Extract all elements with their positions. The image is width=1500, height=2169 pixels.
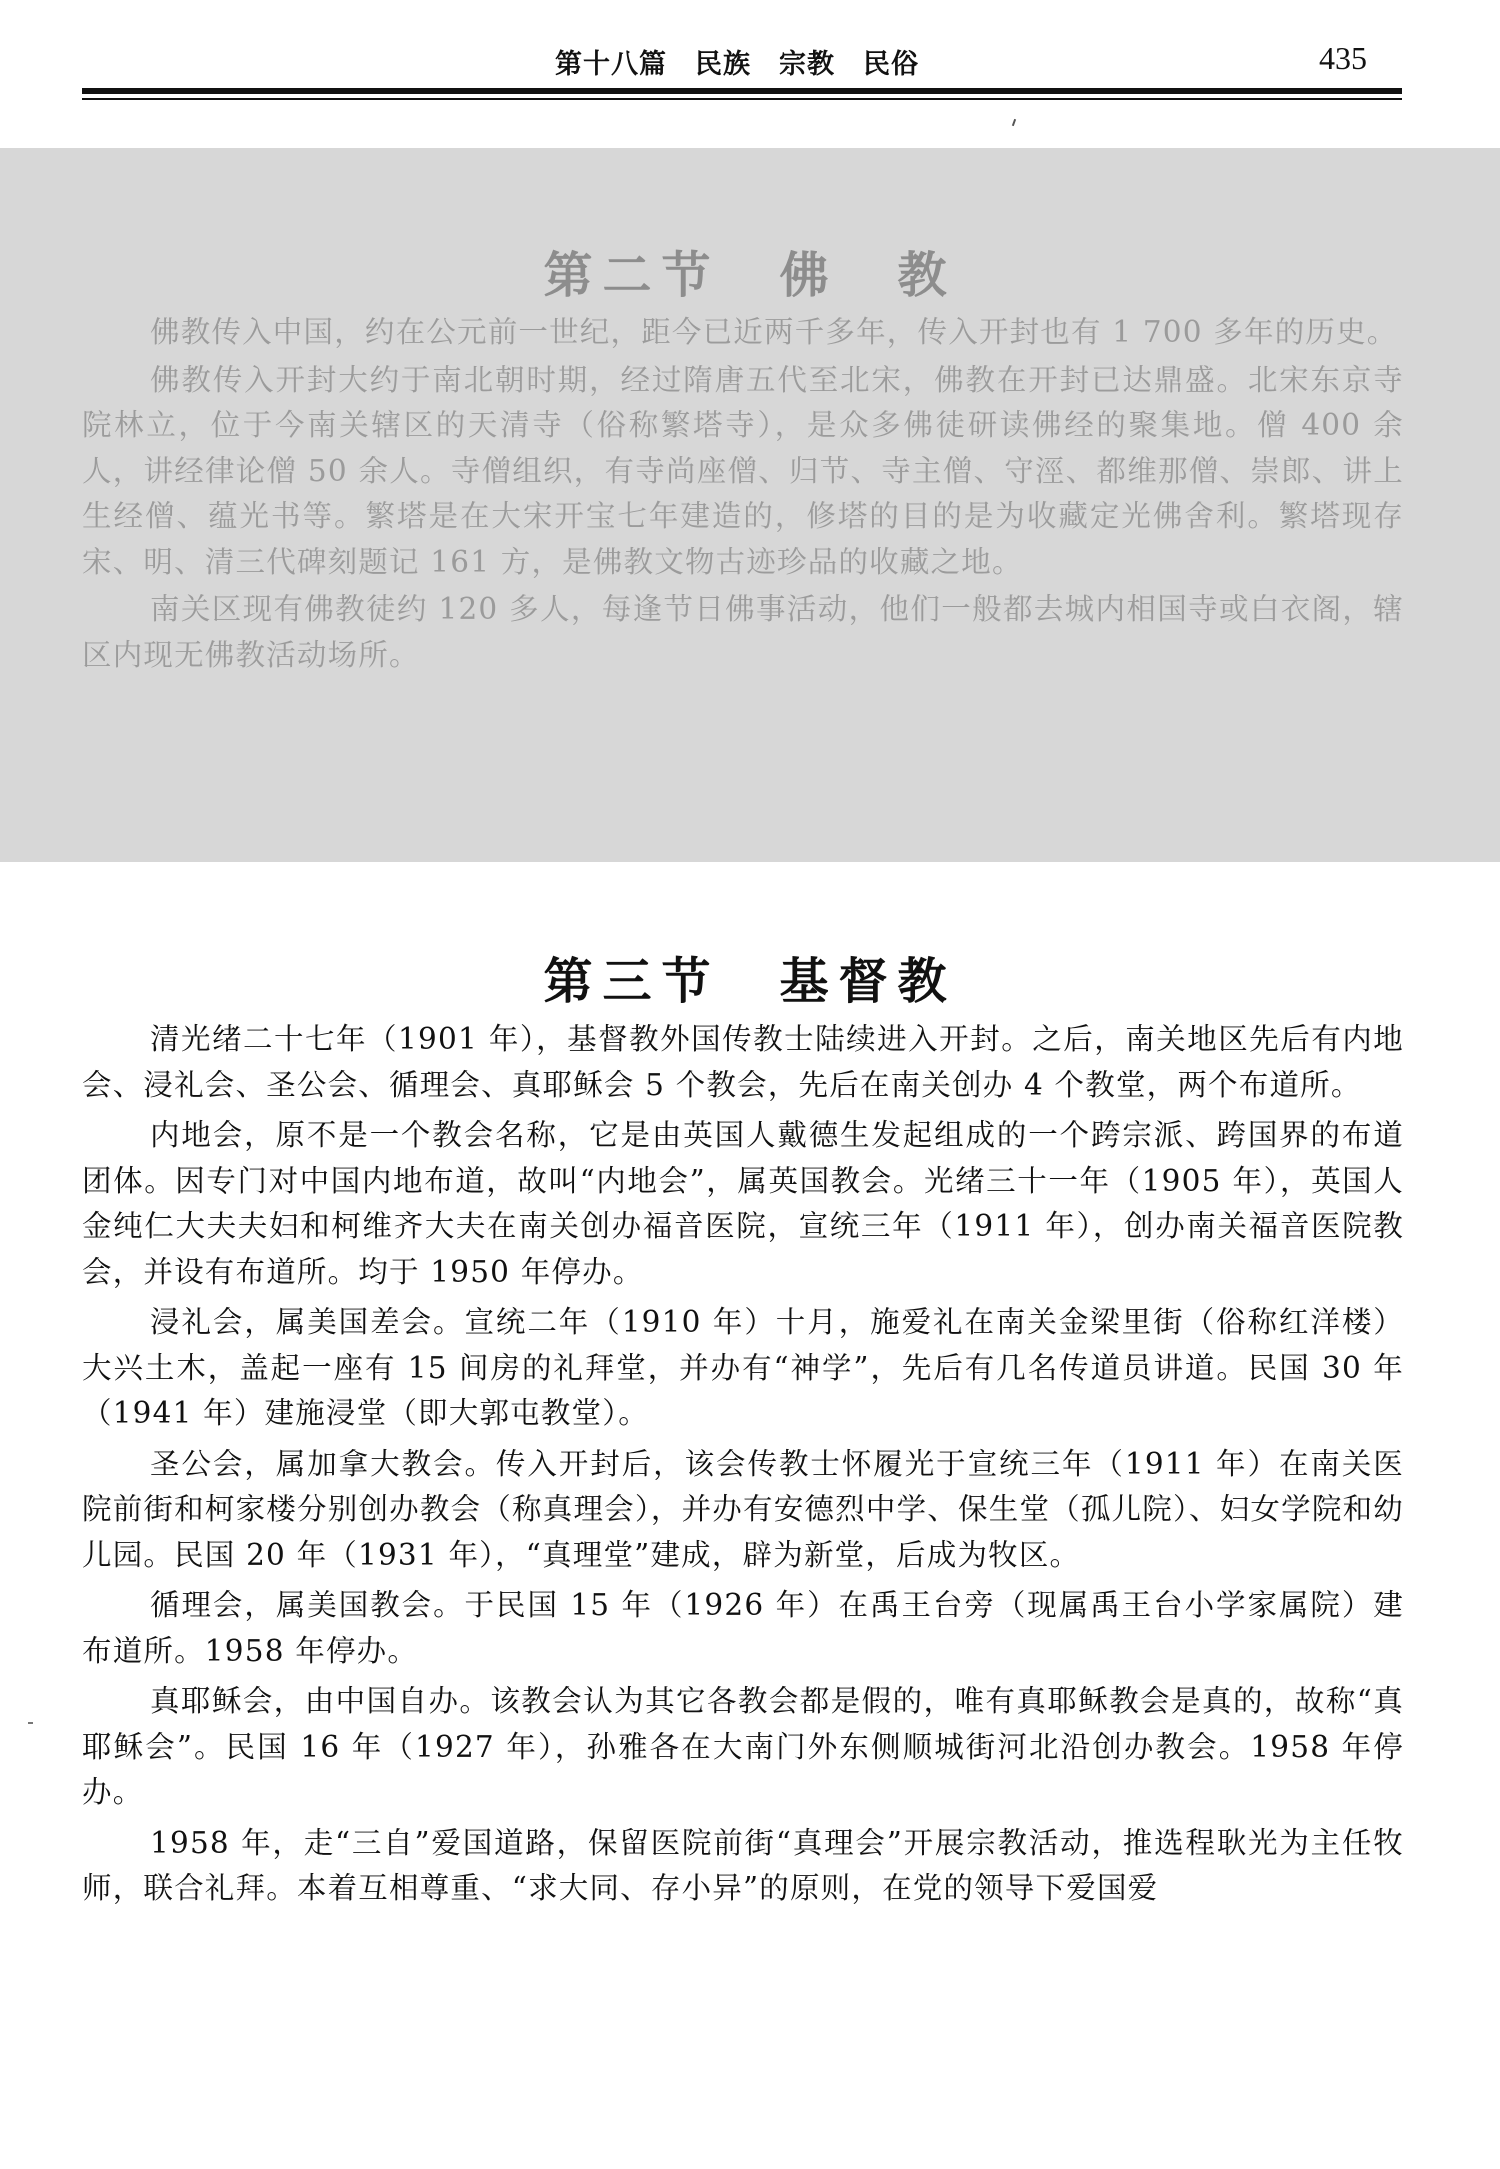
section-christianity-paragraphs: [82, 1017, 1404, 1917]
running-title: 第十八篇 民族 宗教 民俗: [555, 49, 919, 80]
body-paragraph: 佛教传入开封大约于南北朝时期，经过隋唐五代至北宋，佛教在开封已达鼎盛。北宋东京寺院林立，位于今南关辖区的天清寺（俗称繁塔寺），是众多佛徒研读佛经的聚集地。僧 400 余人，讲经律论僧 50 余人。寺僧组织，有寺尚座僧、归节、寺主僧、守涇、都维那僧、崇郎、讲上生经僧、蕴光书等。繁塔是在大宋开宝七年建造的，修塔的目的是为收藏定光佛舍利。繁塔现存宋、明、清三代碑刻题记 161 方，是佛教文物古迹珍品的收藏之地。: [82, 362, 1404, 579]
section-heading-christianity: 第三节 基督教: [543, 951, 957, 1010]
section-buddhism-paragraphs: [82, 310, 1404, 680]
header-rule-thin: [82, 98, 1402, 100]
section-christianity: [0, 902, 1500, 2132]
body-paragraph: 1958 年，走“三自”爱国道路，保留医院前街“真理会”开展宗教活动，推选程耿光为主任牧师，联合礼拜。本着互相尊重、“求大同、存小异”的原则，在党的领导下爱国爱: [82, 1825, 1404, 1905]
body-paragraph: 浸礼会，属美国差会。宣统二年（1910 年）十月，施爱礼在南关金梁里街（俗称红洋楼）大兴土木，盖起一座有 15 间房的礼拜堂，并办有“神学”，先后有几名传道员讲道。民国 30 年（1941 年）建施浸堂（即大郭屯教堂）。: [82, 1305, 1404, 1430]
scan-speck: [1012, 119, 1016, 126]
margin-mark: [28, 1722, 33, 1724]
body-paragraph: 佛教传入中国，约在公元前一世纪，距今已近两千多年，传入开封也有 1 700 多年的历史。: [150, 315, 1398, 349]
header-rule-thick: [82, 88, 1402, 94]
body-paragraph: 南关区现有佛教徒约 120 多人，每逢节日佛事活动，他们一般都去城内相国寺或白衣阁，辖区内现无佛教活动场所。: [82, 592, 1404, 672]
body-paragraph: 清光绪二十七年（1901 年），基督教外国传教士陆续进入开封。之后，南关地区先后有内地会、浸礼会、圣公会、循理会、真耶稣会 5 个教会，先后在南关创办 4 个教堂，两个布道所。: [82, 1022, 1404, 1102]
page-number: 435: [1319, 40, 1367, 76]
body-paragraph: 内地会，原不是一个教会名称，它是由英国人戴德生发起组成的一个跨宗派、跨国界的布道团体。因专门对中国内地布道，故叫“内地会”，属英国教会。光绪三十一年（1905 年），英国人金纯仁大夫夫妇和柯维齐大夫在南关创办福音医院，宣统三年（1911 年），创办南关福音医院教会，并设有布道所。均于 1950 年停办。: [82, 1118, 1404, 1289]
section-heading-buddhism: 第二节 佛 教: [543, 245, 957, 304]
body-paragraph: 圣公会，属加拿大教会。传入开封后，该会传教士怀履光于宣统三年（1911 年）在南关医院前街和柯家楼分别创办教会（称真理会），并办有安德烈中学、保生堂（孤儿院）、妇女学院和幼儿园。民国 20 年（1931 年），“真理堂”建成，辟为新堂，后成为牧区。: [82, 1446, 1404, 1572]
running-header: [0, 0, 1500, 100]
body-paragraph: 真耶稣会，由中国自办。该教会认为其它各教会都是假的，唯有真耶稣教会是真的，故称“真耶稣会”。民国 16 年（1927 年），孙雅各在大南门外东侧顺城街河北沿创办教会。1958 年停办。: [82, 1684, 1404, 1809]
section-buddhism: [0, 148, 1500, 862]
body-paragraph: 循理会，属美国教会。于民国 15 年（1926 年）在禹王台旁（现属禹王台小学家属院）建布道所。1958 年停办。: [82, 1588, 1404, 1668]
